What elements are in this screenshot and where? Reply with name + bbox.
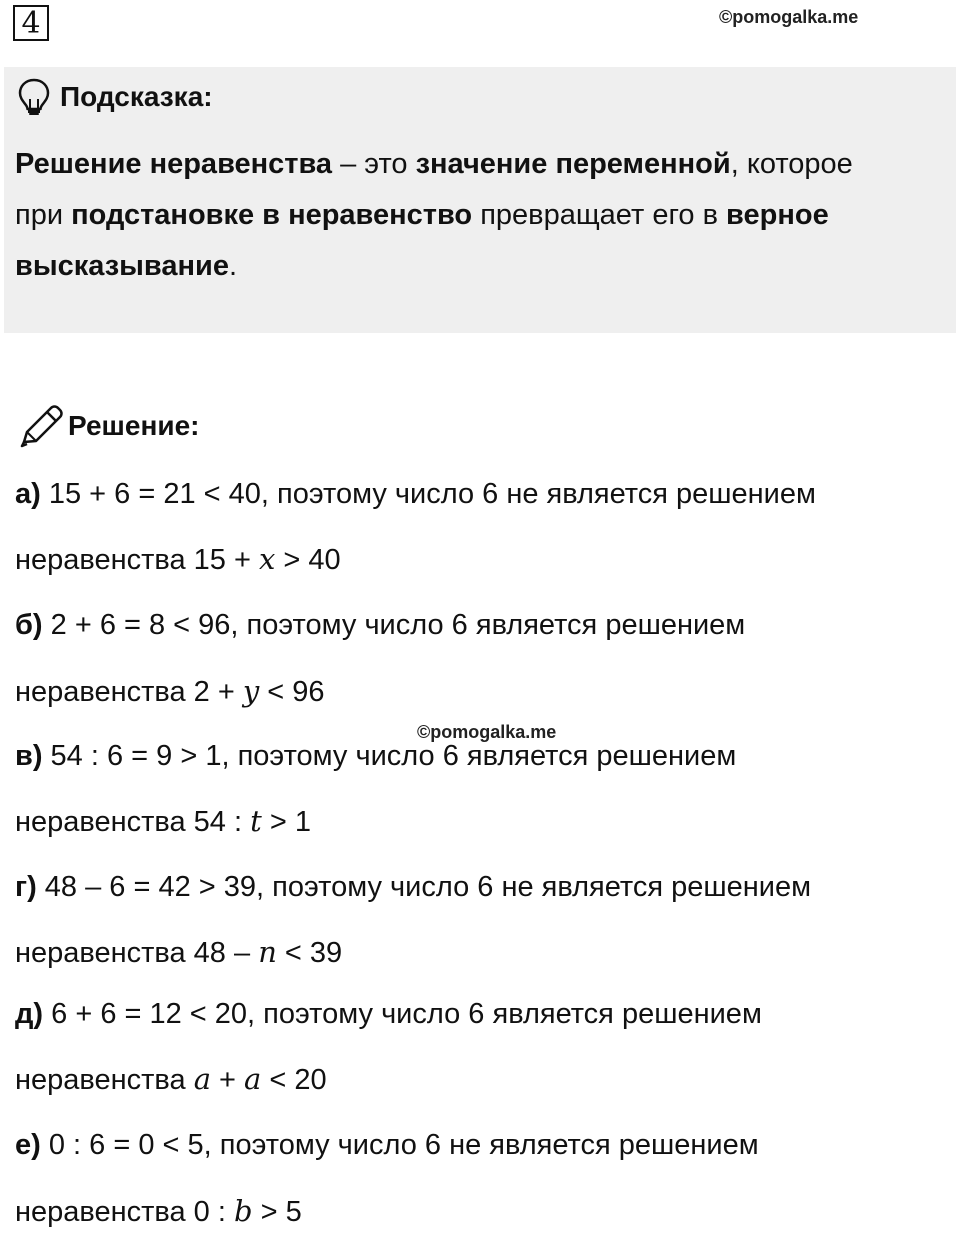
item-label: д) — [15, 998, 44, 1030]
solution-g-line1 — [15, 869, 811, 905]
variable: 𝑦 — [242, 674, 260, 708]
variable: 𝑡 — [250, 804, 262, 838]
solution-g-line2 — [15, 934, 342, 971]
item-text: < 20 — [261, 1064, 327, 1096]
hint-text-part: превращает его в — [472, 199, 727, 231]
solution-d-line1 — [15, 996, 762, 1032]
task-number: 4 — [13, 5, 49, 41]
hint-term-variable-value: значение переменной — [415, 148, 731, 180]
item-text: 15 + 6 = 21 < 40, поэтому число 6 не является решением — [40, 478, 816, 510]
item-label: в) — [15, 740, 43, 772]
solution-v-line1 — [15, 738, 736, 774]
variable: 𝑎 — [244, 1062, 262, 1096]
item-label: б) — [15, 609, 43, 641]
solution-a-line1 — [15, 476, 816, 512]
hint-term-true: верное — [726, 199, 829, 231]
solution-b-line2 — [15, 673, 325, 710]
watermark-top: ©pomogalka.me — [719, 7, 859, 27]
item-text: + — [210, 1064, 245, 1096]
variable: 𝑎 — [193, 1062, 211, 1096]
hint-term-statement: высказывание — [15, 250, 229, 282]
hint-term-solution: Решение неравенства — [15, 148, 333, 180]
item-label: е) — [15, 1129, 41, 1161]
watermark-middle: ©pomogalka.me — [417, 722, 557, 742]
solution-e-line2 — [15, 1193, 302, 1230]
hint-text-part: при — [15, 199, 72, 231]
item-text: > 5 — [252, 1196, 302, 1228]
item-text: 54 : 6 = 9 > 1, поэтому число 6 является решением — [42, 740, 737, 772]
item-text: 0 : 6 = 0 < 5, поэтому число 6 не является решением — [40, 1129, 759, 1161]
variable: 𝑛 — [258, 935, 277, 969]
item-text: неравенства 54 : — [15, 806, 251, 838]
hint-text — [15, 139, 945, 292]
item-text: 6 + 6 = 12 < 20, поэтому число 6 является решением — [43, 998, 762, 1030]
item-text: 48 – 6 = 42 > 39, поэтому число 6 не является решением — [36, 871, 812, 903]
item-text: > 40 — [275, 544, 341, 576]
lightbulb-icon — [18, 78, 50, 116]
item-text: неравенства 2 + — [15, 676, 243, 708]
solution-e-line1 — [15, 1127, 759, 1163]
pencil-icon — [18, 404, 64, 448]
hint-term-substitution: подстановке в неравенство — [71, 199, 473, 231]
hint-text-part: . — [228, 250, 238, 282]
hint-text-part: – это — [332, 148, 416, 180]
solution-a-line2 — [15, 541, 341, 578]
item-text: неравенства 15 + — [15, 544, 259, 576]
item-label: а) — [15, 478, 41, 510]
solution-title — [18, 404, 199, 448]
hint-title-text: Подсказка: — [60, 81, 213, 112]
hint-text-part: , которое — [730, 148, 853, 180]
variable: 𝑥 — [258, 542, 276, 576]
solution-d-line2 — [15, 1061, 327, 1098]
solution-v-line2 — [15, 803, 311, 840]
item-text: > 1 — [261, 806, 311, 838]
item-text: неравенства — [15, 1064, 194, 1096]
item-text: неравенства 48 – — [15, 937, 259, 969]
item-text: неравенства 0 : — [15, 1196, 234, 1228]
item-text: 2 + 6 = 8 < 96, поэтому число 6 является решением — [42, 609, 746, 641]
item-text: < 96 — [259, 676, 325, 708]
item-text: < 39 — [276, 937, 343, 969]
solution-title-text: Решение: — [68, 410, 200, 441]
item-label: г) — [15, 871, 37, 903]
variable: 𝑏 — [233, 1194, 253, 1228]
hint-title — [18, 80, 213, 114]
solution-b-line1 — [15, 607, 745, 643]
